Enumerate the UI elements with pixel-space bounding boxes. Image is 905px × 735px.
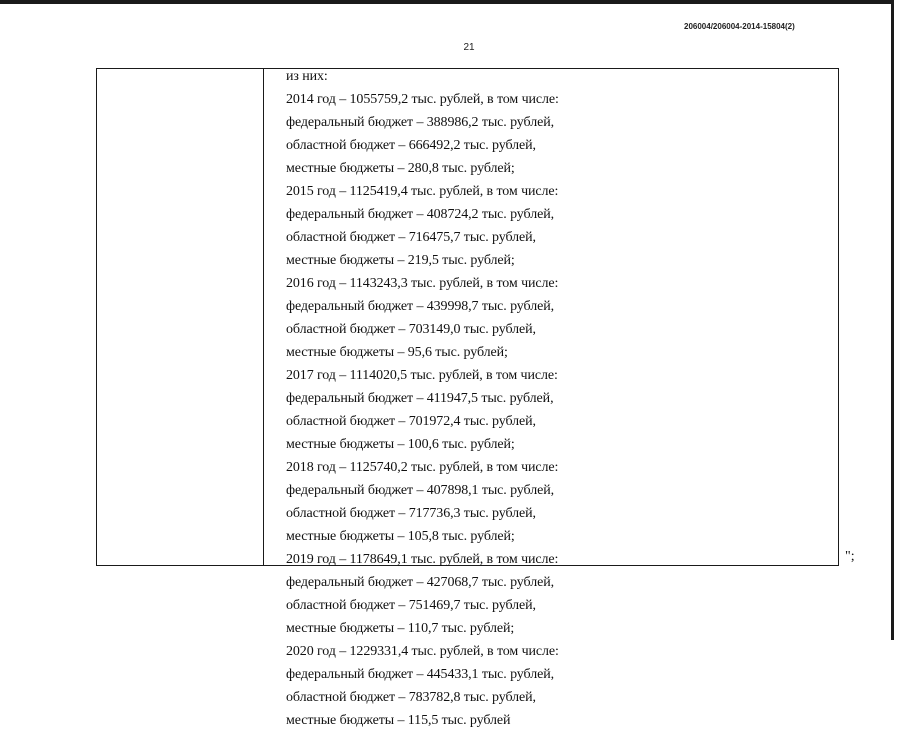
text-line: областной бюджет – 716475,7 тыс. рублей, xyxy=(286,230,536,245)
text-line: федеральный бюджет – 411947,5 тыс. рублей, xyxy=(286,391,554,406)
text-line: местные бюджеты – 115,5 тыс. рублей xyxy=(286,713,511,728)
text-line: местные бюджеты – 110,7 тыс. рублей; xyxy=(286,621,515,636)
text-line: областной бюджет – 751469,7 тыс. рублей, xyxy=(286,598,536,613)
text-line: местные бюджеты – 219,5 тыс. рублей; xyxy=(286,253,515,268)
text-line: федеральный бюджет – 427068,7 тыс. рублей, xyxy=(286,575,554,590)
text-line: областной бюджет – 783782,8 тыс. рублей, xyxy=(286,690,536,705)
text-line: федеральный бюджет – 407898,1 тыс. рублей, xyxy=(286,483,554,498)
text-line: областной бюджет – 717736,3 тыс. рублей, xyxy=(286,506,536,521)
text-line: областной бюджет – 703149,0 тыс. рублей, xyxy=(286,322,536,337)
page-top-edge xyxy=(0,0,893,4)
text-line: местные бюджеты – 100,6 тыс. рублей; xyxy=(286,437,515,452)
text-line: областной бюджет – 666492,2 тыс. рублей, xyxy=(286,138,536,153)
text-line: областной бюджет – 701972,4 тыс. рублей, xyxy=(286,414,536,429)
text-line: местные бюджеты – 105,8 тыс. рублей; xyxy=(286,529,515,544)
text-line: местные бюджеты – 95,6 тыс. рублей; xyxy=(286,345,508,360)
text-line: 2016 год – 1143243,3 тыс. рублей, в том числе: xyxy=(286,276,559,291)
text-line: из них: xyxy=(286,69,328,84)
funding-text-cell xyxy=(286,68,559,735)
text-line: федеральный бюджет – 388986,2 тыс. рублей, xyxy=(286,115,554,130)
text-line: 2018 год – 1125740,2 тыс. рублей, в том числе: xyxy=(286,460,559,475)
text-line: 2015 год – 1125419,4 тыс. рублей, в том числе: xyxy=(286,184,559,199)
text-line: 2020 год – 1229331,4 тыс. рублей, в том числе: xyxy=(286,644,559,659)
page-number: 21 xyxy=(463,42,475,53)
closing-quote-mark: "; xyxy=(845,549,855,564)
text-line: местные бюджеты – 280,8 тыс. рублей; xyxy=(286,161,515,176)
text-line: 2014 год – 1055759,2 тыс. рублей, в том числе: xyxy=(286,92,559,107)
funding-table xyxy=(96,68,839,728)
page-right-edge xyxy=(891,0,894,640)
text-line: 2019 год – 1178649,1 тыс. рублей, в том числе: xyxy=(286,552,559,567)
text-line: федеральный бюджет – 439998,7 тыс. рублей, xyxy=(286,299,554,314)
text-line: федеральный бюджет – 445433,1 тыс. рублей, xyxy=(286,667,554,682)
document-code: 206004/206004-2014-15804(2) xyxy=(684,22,795,31)
text-line: 2017 год – 1114020,5 тыс. рублей, в том числе: xyxy=(286,368,558,383)
table-column-divider xyxy=(263,69,264,565)
text-line: федеральный бюджет – 408724,2 тыс. рублей, xyxy=(286,207,554,222)
